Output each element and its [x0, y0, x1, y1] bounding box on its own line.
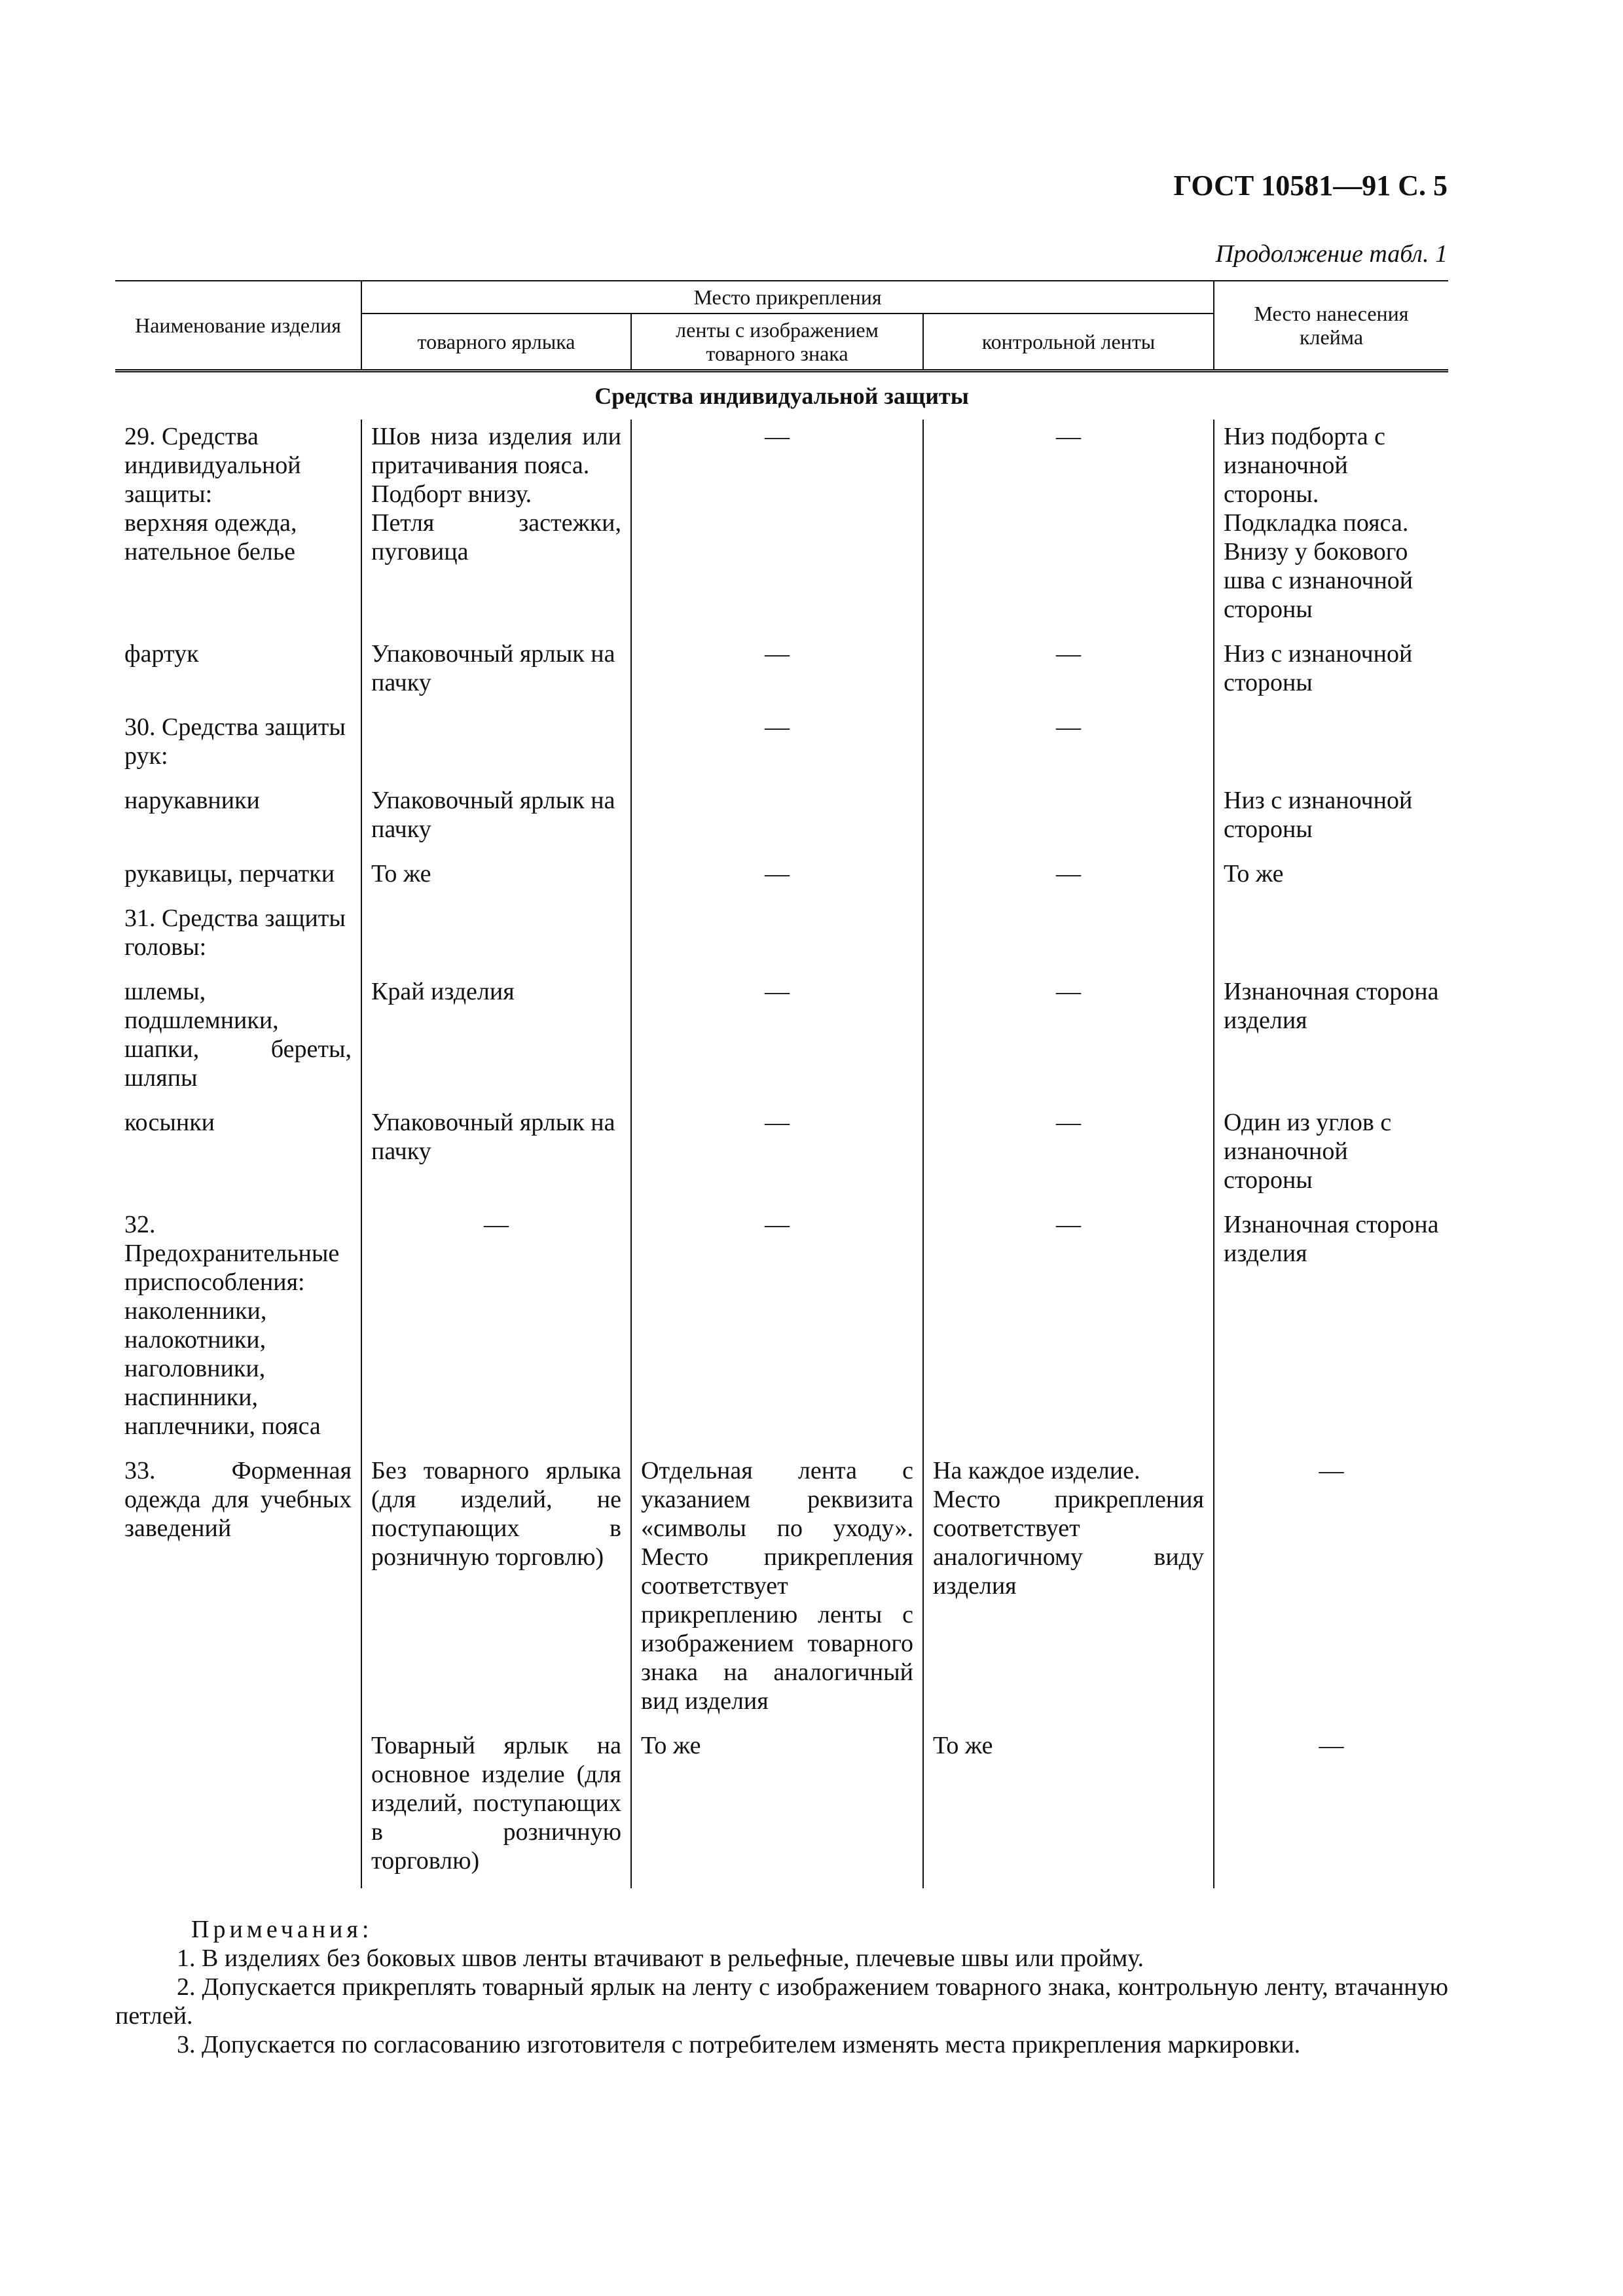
cell-label: Шов низа изделия или притачивания пояса. Подборт внизу. Петля застежки, пуговица [361, 420, 631, 637]
cell-label [361, 710, 631, 783]
note-item: 3. Допускается по согласованию изготовителя с потребителем изменять места прикрепления маркировки. [177, 2031, 1301, 2058]
cell-tape [631, 783, 923, 857]
table-row [115, 1454, 1448, 1729]
cell-control: — [923, 857, 1214, 901]
cell-control [923, 783, 1214, 857]
cell-tape [631, 901, 923, 975]
cell-name: 33. Форменная одежда для учебных заведений [115, 1454, 361, 1729]
col-header-name: Наименование изделия [115, 281, 361, 371]
col-header-tape: ленты с изображением товарного знака [631, 314, 923, 371]
cell-label: — [361, 1208, 631, 1454]
cell-tape: — [631, 857, 923, 901]
table-row [115, 420, 1448, 637]
cell-stamp: Один из углов с изнаночной стороны [1224, 1109, 1392, 1194]
cell-stamp: Низ с изнаночной стороны [1224, 640, 1413, 696]
table-row [115, 1105, 1448, 1208]
note-item: 1. В изделиях без боковых швов ленты втачивают в рельефные, плечевые швы или пройму. [177, 1945, 1144, 1972]
table-row [115, 901, 1448, 975]
cell-label: Край изделия [361, 975, 631, 1105]
cell-label [361, 901, 631, 975]
cell-control: — [923, 637, 1214, 710]
page-header: ГОСТ 10581—91 С. 5 [1173, 170, 1448, 202]
table-row [115, 783, 1448, 857]
section-title: Средства индивидуальной защиты [594, 383, 969, 409]
notes-title: Примечания: [191, 1916, 373, 1943]
cell-control: — [923, 1208, 1214, 1454]
cell-label: Без товарного ярлыка (для изделий, не поступающих в розничную торговлю) [361, 1454, 631, 1729]
cell-name: 29. Средства индивидуальной защиты: верхняя одежда, нательное белье [115, 420, 361, 637]
cell-tape: То же [631, 1729, 923, 1888]
cell-name: рукавицы, перчатки [115, 857, 361, 901]
cell-control: На каждое изделие. Место прикрепления соответствует аналогичному виду изделия [923, 1454, 1214, 1729]
col-header-attach-group: Место прикрепления [361, 281, 1214, 314]
cell-control: — [923, 710, 1214, 783]
cell-stamp: — [1319, 1732, 1344, 1759]
col-header-label: товарного ярлыка [361, 314, 631, 371]
cell-label: Упаковочный ярлык на пачку [361, 637, 631, 710]
cell-name: фартук [115, 637, 361, 710]
table-row [115, 975, 1448, 1105]
table-row [115, 710, 1448, 783]
cell-stamp: Изнаночная сторона изделия [1224, 1211, 1439, 1267]
table-row [115, 1729, 1448, 1888]
cell-stamp: — [1319, 1457, 1344, 1484]
cell-name: шлемы, подшлемники, шапки, береты, шляпы [115, 975, 361, 1105]
cell-stamp [1214, 901, 1448, 975]
cell-name: 30. Средства защиты рук: [115, 710, 361, 783]
cell-tape: Отдельная лента с указанием реквизита «символы по уходу». Место прикрепления соответствует прикреплению ленты с изображением товарного знака на аналогичный вид изделия [631, 1454, 923, 1729]
marking-table [115, 280, 1448, 1888]
cell-name: нарукавники [115, 783, 361, 857]
cell-tape: — [631, 710, 923, 783]
cell-control: — [923, 975, 1214, 1105]
cell-stamp: Низ с изнаночной стороны [1224, 787, 1413, 843]
cell-label: Упаковочный ярлык на пачку [361, 783, 631, 857]
note-item: 2. Допускается прикреплять товарный ярлык на ленту с изображением товарного знака, контрольную ленту, втачанную петлей. [115, 1973, 1448, 2030]
cell-name: 32. Предохранительные приспособления: наколенники, налокотники, наголовники, наспинники, наплечники, пояса [115, 1208, 361, 1454]
notes-block [115, 1915, 1448, 2059]
cell-tape: — [631, 1208, 923, 1454]
cell-stamp: То же [1224, 860, 1284, 888]
cell-stamp [1214, 710, 1448, 783]
cell-stamp: Низ подборта с изнаночной стороны. Подкладка пояса. Внизу у бокового шва с изнаночной стороны [1224, 423, 1413, 623]
table-row [115, 857, 1448, 901]
section-row [115, 371, 1448, 420]
cell-name: косынки [115, 1105, 361, 1208]
col-header-control: контрольной ленты [923, 314, 1214, 371]
cell-stamp: Изнаночная сторона изделия [1224, 978, 1439, 1034]
cell-tape: — [631, 975, 923, 1105]
cell-control: — [923, 1105, 1214, 1208]
table-row [115, 1208, 1448, 1454]
col-header-stamp: Место нанесения клейма [1214, 281, 1448, 371]
cell-control [923, 901, 1214, 975]
cell-control: То же [923, 1729, 1214, 1888]
cell-name: 31. Средства защиты головы: [115, 901, 361, 975]
cell-tape: — [631, 1105, 923, 1208]
table-header-row [115, 281, 1448, 314]
cell-label: То же [361, 857, 631, 901]
cell-label: Упаковочный ярлык на пачку [361, 1105, 631, 1208]
cell-name [115, 1729, 361, 1888]
cell-label: Товарный ярлык на основное изделие (для изделий, поступающих в розничную торговлю) [361, 1729, 631, 1888]
cell-tape: — [631, 420, 923, 637]
table-row [115, 637, 1448, 710]
cell-tape: — [631, 637, 923, 710]
table-continuation-caption: Продолжение табл. 1 [1215, 240, 1448, 268]
cell-control: — [923, 420, 1214, 637]
